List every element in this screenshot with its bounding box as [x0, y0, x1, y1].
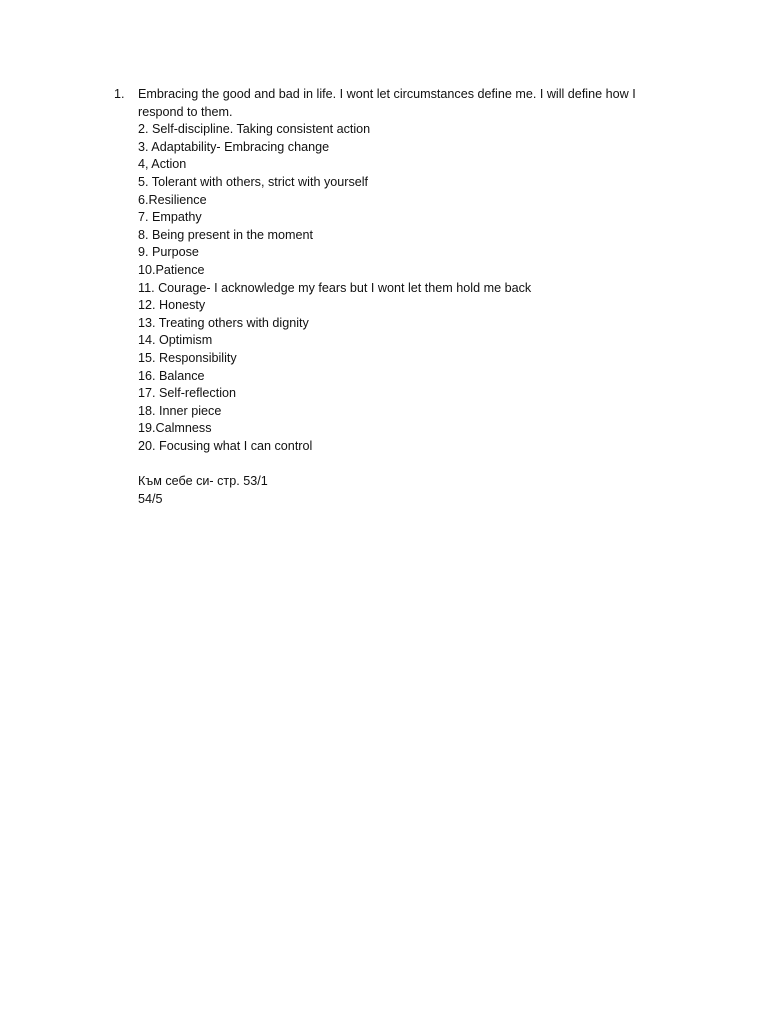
list-item: 19.Calmness: [138, 421, 212, 436]
list-item: 4, Action: [138, 157, 187, 172]
list-item: 2. Self-discipline. Taking consistent action: [138, 122, 371, 137]
list-item: 10.Patience: [138, 262, 205, 277]
list-item: 8. Being present in the moment: [138, 227, 314, 242]
list-marker: 1.: [114, 87, 125, 101]
list-item: 11. Courage- I acknowledge my fears but I wont let them hold me back: [138, 280, 532, 295]
list-item: 16. Balance: [138, 368, 205, 383]
list-item: 12. Honesty: [138, 298, 206, 313]
list-item: Embracing the good and bad in life. I wont let circumstances define me. I will define how I respond to them.: [138, 87, 636, 119]
numbered-list: [114, 86, 668, 508]
list-item: 15. Responsibility: [138, 350, 237, 365]
list-item: 18. Inner piece: [138, 403, 222, 418]
list-item: 20. Focusing what I can control: [138, 438, 313, 453]
list-item: 6.Resilience: [138, 192, 207, 207]
list-item: 13. Treating others with dignity: [138, 315, 309, 330]
note-line: Към себе си- стр. 53/1: [138, 474, 268, 489]
list-item: 7. Empathy: [138, 210, 202, 225]
note-line: 54/5: [138, 491, 163, 506]
list-item: 9. Purpose: [138, 245, 199, 260]
list-item: 5. Tolerant with others, strict with yourself: [138, 174, 369, 189]
paragraph-gap: [138, 455, 668, 473]
list-item: 3. Adaptability- Embracing change: [138, 139, 330, 154]
list-item: 14. Optimism: [138, 333, 213, 348]
list-item: 17. Self-reflection: [138, 386, 237, 401]
